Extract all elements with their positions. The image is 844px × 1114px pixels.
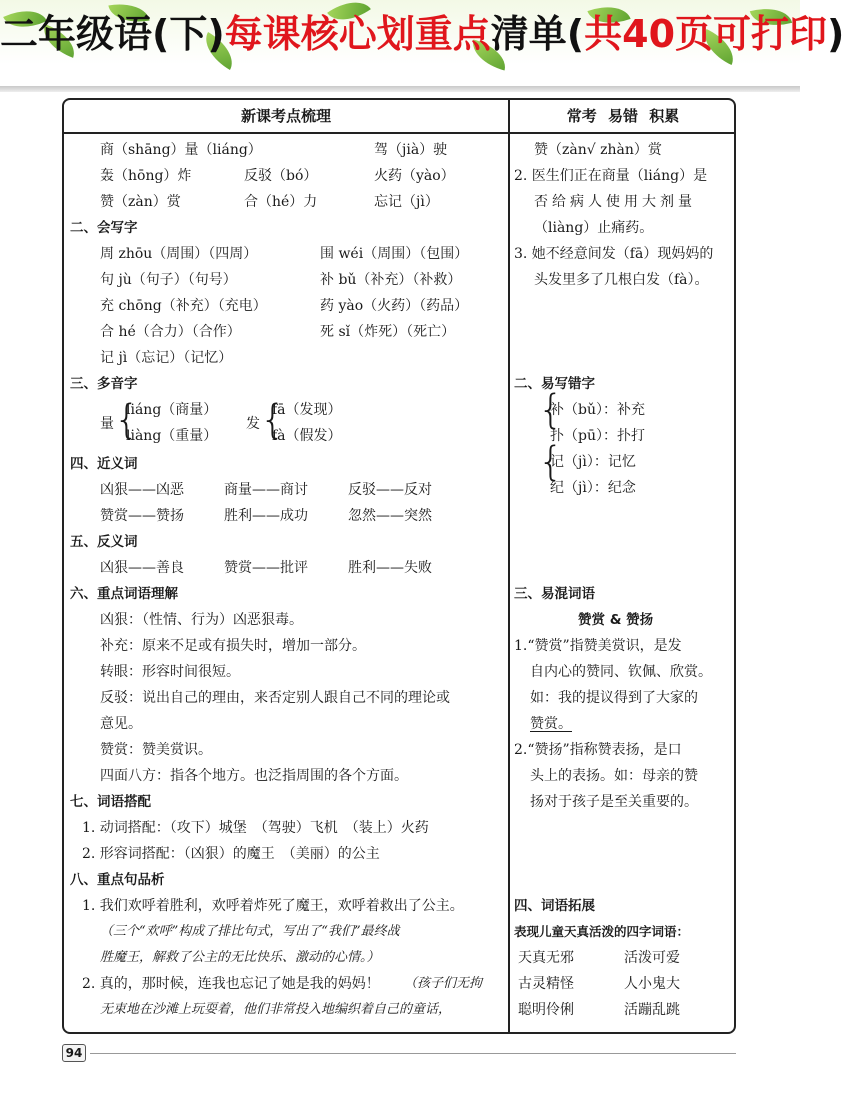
section-heading: 四、近义词 [70,456,138,472]
sentence-note: （三个“欢呼”构成了排比句式，写出了“我们”最终战 [100,924,400,939]
explanation-line: 自内心的赞同、钦佩、欣赏。 [530,664,712,680]
content-table [62,98,736,1034]
title-segment: 每课核心划重点 [224,12,491,56]
section-heading: 四、词语拓展 [514,898,595,914]
table-header [64,100,734,134]
synonym-pair: 商量——商讨 [224,482,308,498]
section-heading: 六、重点词语理解 [70,586,178,602]
sentence-line: 1. 我们欢呼着胜利，欢呼着炸死了魔王，欢呼着救出了公主。 [82,898,464,914]
char-pair: 扑（pū）：扑打 [550,428,645,444]
section-heading: 三、易混词语 [514,586,595,602]
example-line: 3. 她不经意间发（fā）现妈妈的 [514,246,714,262]
char-entry: 药 yào（火药）（药品） [320,298,469,314]
pinyin-item: 驾（jià）驶 [374,142,448,158]
brace-icon: { [114,397,140,443]
right-column [510,136,736,1032]
section-heading: 五、反义词 [70,534,138,550]
section-heading: 二、会写字 [70,220,138,236]
section-heading: 七、词语搭配 [70,794,151,810]
section-heading: 三、多音字 [70,376,138,392]
idiom: 人小鬼大 [624,976,680,992]
polyphone-reading: liáng（商量） [126,402,218,418]
pinyin-item: 合（hé）力 [244,194,318,210]
polyphone-reading: liàng（重量） [126,428,218,444]
brace-icon: { [538,387,564,433]
example-line: 头发里多了几根白发（fà）。 [534,272,709,288]
char-entry: 补 bǔ（补充）（补救） [320,272,462,288]
definition-line: 反驳：说出自己的理由，来否定别人跟自己不同的理论或 [100,690,450,706]
char-pair: 纪（jì）：纪念 [550,480,636,496]
synonym-pair: 凶狠——凶恶 [100,482,184,498]
explanation-line: 如：我的提议得到了大家的 [530,690,698,706]
title-segment: ) [827,12,844,56]
explanation-line: 1.“赞赏”指赞美赏识，是发 [514,638,682,654]
explanation-line: 2.“赞扬”指称赞表扬，是口 [514,742,682,758]
antonym-pair: 赞赏——批评 [224,560,308,576]
collocation-line: 1. 动词搭配：（攻下）城堡 （驾驶）飞机 （装上）火药 [82,820,429,836]
definition-line: 四面八方：指各个地方。也泛指周围的各个方面。 [100,768,408,784]
synonym-pair: 反驳——反对 [348,482,432,498]
left-column-header: 新课考点梳理 [240,107,331,125]
banner-divider [0,86,800,92]
idiom: 古灵精怪 [518,976,574,992]
synonym-pair: 胜利——成功 [224,508,308,524]
page-number: 94 [62,1044,86,1062]
brace-icon: { [538,439,564,485]
sentence-note: 胜魔王，解救了公主的无比快乐、激动的心情。） [100,950,380,965]
polyphone-char: 发 [246,416,260,432]
char-pair: 记（jì）：记忆 [550,454,636,470]
polyphone-reading: fà（假发） [272,428,342,444]
pinyin-item: 商（shāng）量（liáng） [100,142,262,158]
definition-line: 转眼：形容时间很短。 [100,664,240,680]
explanation-line: 扬对于孩子是至关重要的。 [530,794,698,810]
char-entry: 记 jì（忘记）（记忆） [100,350,233,366]
idiom: 活泼可爱 [624,950,680,966]
pinyin-item: 轰（hōng）炸 [100,168,192,184]
explanation-line: 头上的表扬。如：母亲的赞 [530,768,698,784]
left-column [64,136,508,1032]
char-entry: 死 sǐ（炸死）（死亡） [320,324,456,340]
definition-line: 补充：原来不足或有损失时，增加一部分。 [100,638,366,654]
section-heading: 二、易写错字 [514,376,595,392]
definition-line: 赞赏：赞美赏识。 [100,742,212,758]
compare-title: 赞赏 & 赞扬 [578,612,654,628]
char-entry: 句 jù（句子）（句号） [100,272,237,288]
idiom: 聪明伶俐 [518,1002,574,1018]
pinyin-item: 赞（zàn）赏 [100,194,181,210]
char-pair: 补（bǔ）：补充 [550,402,645,418]
brace-icon: { [260,397,286,443]
example-line: （liàng）止痛药。 [534,220,654,236]
polyphone-char: 量 [100,416,114,432]
sentence-note: 无束地在沙滩上玩耍着，他们非常投入地编织着自己的童话， [100,1002,452,1017]
idiom: 活蹦乱跳 [624,1002,680,1018]
page-title [0,4,844,64]
pinyin-item: 忘记（jì） [374,194,439,210]
char-entry: 围 wéi（周围）（包围） [320,246,469,262]
right-column-header: 常考 易错 积累 [566,107,680,125]
pinyin-choice: 赞（zàn√ zhàn）赏 [534,142,662,158]
title-segment: 清单( [490,12,585,56]
pinyin-item: 反驳（bó） [244,168,318,184]
explanation-line: 赞赏。 [530,716,572,732]
sentence-note: （孩子们无拘 [404,976,483,991]
pinyin-item: 火药（yào） [374,168,455,184]
antonym-pair: 胜利——失败 [348,560,432,576]
page-banner [0,0,844,92]
title-segment: 共40页可打印 [584,12,828,56]
synonym-pair: 赞赏——赞扬 [100,508,184,524]
section-heading: 八、重点句品析 [70,872,165,888]
definition-line: 凶狠：（性情、行为）凶恶狠毒。 [100,612,303,628]
example-line: 2. 医生们正在商量（liáng）是 [514,168,708,184]
polyphone-reading: fā（发现） [272,402,342,418]
char-entry: 充 chōng（补充）（充电） [100,298,267,314]
example-line: 否给病人使用大剂量 [534,194,696,210]
collocation-line: 2. 形容词搭配：（凶狠）的魔王 （美丽）的公主 [82,846,380,862]
footer-rule [90,1053,736,1054]
synonym-pair: 忽然——突然 [348,508,432,524]
sentence-line: 2. 真的，那时候，连我也忘记了她是我的妈妈！ [82,976,380,992]
idiom: 天真无邪 [518,950,574,966]
char-entry: 周 zhōu（周围）（四周） [100,246,258,262]
antonym-pair: 凶狠——善良 [100,560,184,576]
char-entry: 合 hé（合力）（合作） [100,324,241,340]
definition-line: 意见。 [100,716,142,732]
title-segment: 二年级语(下) [0,12,225,56]
expansion-subtitle: 表现儿童天真活泼的四字词语： [514,924,690,939]
